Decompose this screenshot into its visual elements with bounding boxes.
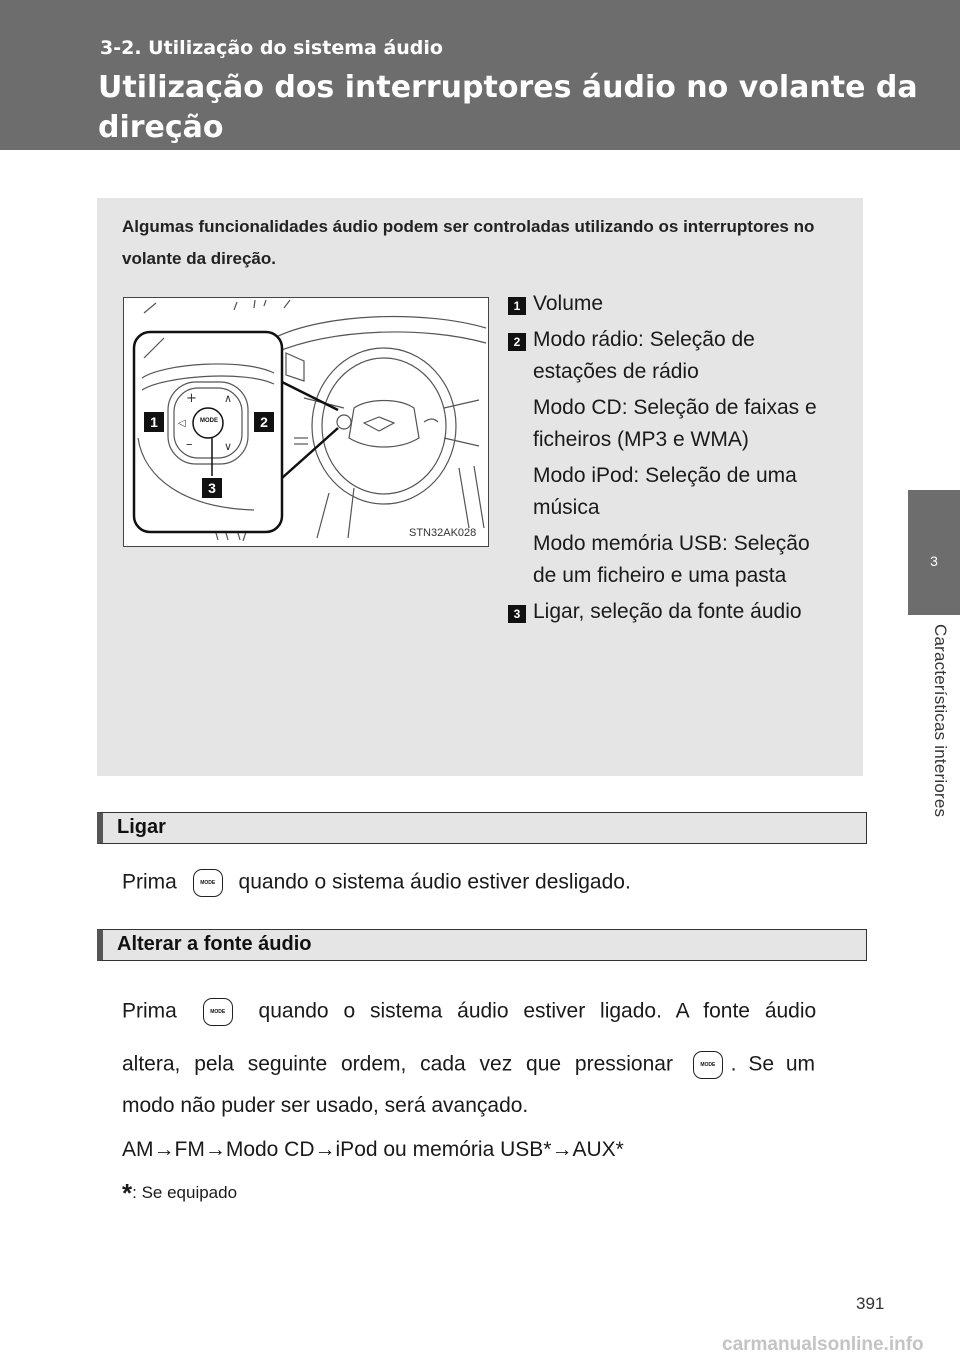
legend-item-volume <box>508 288 838 320</box>
text: . Se um <box>730 1052 816 1076</box>
source-sequence: AM→FM→Modo CD→iPod ou memória USB*→AUX* <box>122 1138 624 1161</box>
chapter-number: 3 <box>930 553 938 569</box>
legend-badge-3: 3 <box>508 605 526 623</box>
legend-text: Volume <box>533 292 604 315</box>
chapter-title: Características interiores <box>931 624 950 818</box>
footnote <box>122 1178 237 1209</box>
callout-3: 3 <box>208 480 216 496</box>
svg-text:–: – <box>186 437 193 452</box>
legend-text: Modo rádio: Seleção de estações de rádio <box>533 328 755 383</box>
watermark: carmanualsonline.info <box>722 1334 924 1355</box>
section-label: 3-2. Utilização do sistema áudio <box>100 37 443 59</box>
heading-fonte-text: Alterar a fonte áudio <box>117 933 312 955</box>
text: altera, pela seguinte ordem, cada vez que pressionar <box>122 1052 673 1076</box>
mode-button-icon: MODE <box>203 998 233 1026</box>
svg-text:∨: ∨ <box>224 440 233 453</box>
steering-wheel-illustration <box>123 297 489 547</box>
page-title: Utilização dos interruptores áudio no volante da direção <box>98 70 918 145</box>
heading-ligar <box>97 812 867 844</box>
callout-2: 2 <box>260 414 268 430</box>
legend-item-power <box>508 596 838 628</box>
footnote-mark: * <box>122 1178 133 1208</box>
fonte-line-1 <box>122 998 857 1026</box>
legend-badge-1: 1 <box>508 297 526 315</box>
illustration-code: STN32AK028 <box>409 527 477 539</box>
intro-text: Algumas funcionalidades áudio podem ser controladas utilizando os interruptores no volante da direção. <box>122 217 815 268</box>
heading-ligar-text: Ligar <box>117 816 166 838</box>
fonte-line-3: modo não puder ser usado, será avançado. <box>122 1094 529 1117</box>
legend <box>508 288 838 628</box>
legend-item-selection <box>508 324 838 592</box>
steering-wheel-drawing <box>124 298 488 546</box>
text: Prima <box>122 870 177 894</box>
legend-text: Ligar, seleção da fonte áudio <box>533 600 802 623</box>
text: Prima <box>122 999 177 1023</box>
footnote-text: : Se equipado <box>132 1183 238 1202</box>
svg-text:+: + <box>186 391 197 406</box>
mode-button-label: MODE <box>200 418 218 424</box>
svg-text:∧: ∧ <box>224 392 233 405</box>
legend-badge-2: 2 <box>508 333 526 351</box>
text: quando o sistema áudio estiver desligado. <box>238 870 631 894</box>
legend-text: Modo iPod: Seleção de uma música <box>533 464 797 519</box>
fonte-line-2 <box>122 1051 857 1079</box>
callout-1: 1 <box>150 414 158 430</box>
legend-text: Modo memória USB: Seleção de um ficheiro e uma pasta <box>533 532 810 587</box>
mode-button-icon: MODE <box>193 869 223 897</box>
mode-button-icon: MODE <box>693 1051 723 1079</box>
heading-fonte <box>97 929 867 961</box>
page-number: 391 <box>856 1294 885 1313</box>
text: quando o sistema áudio estiver ligado. A fonte áudio <box>258 999 817 1023</box>
ligar-text <box>122 869 631 897</box>
page-header <box>0 0 960 150</box>
svg-text:◁: ◁ <box>178 418 186 429</box>
legend-text: Modo CD: Seleção de faixas e ficheiros (MP3 e WMA) <box>533 396 817 451</box>
